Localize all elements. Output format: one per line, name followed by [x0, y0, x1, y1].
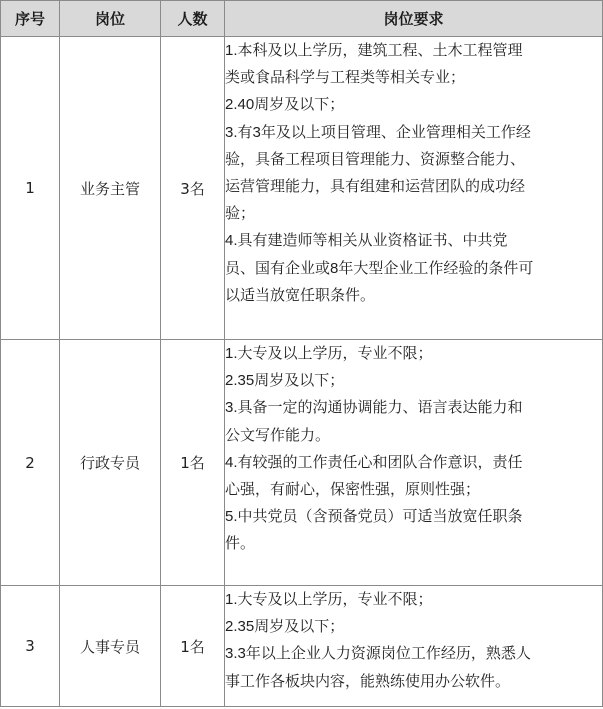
headcount: 1名 [161, 340, 225, 586]
requirement-line: 5.中共党员（含预备党员）可适当放宽任职条 [225, 508, 523, 526]
header-no: 序号 [1, 1, 60, 37]
requirement-line: 2.40周岁及以下； [225, 96, 345, 114]
table-row [1, 340, 603, 586]
requirement-line: 1.大专及以上学历，专业不限； [225, 345, 433, 362]
requirement-line: 件。 [225, 535, 256, 553]
row-number: 2 [1, 340, 60, 586]
requirement-line: 公文写作能力。 [225, 426, 331, 444]
requirement-line: 1.本科及以上学历，建筑工程、土木工程管理 [225, 42, 523, 59]
requirement-line: 员、国有企业或8年大型企业工作经验的条件可 [225, 259, 534, 277]
row-number: 1 [1, 37, 60, 340]
requirement-line: 1.大专及以上学历，专业不限； [225, 591, 433, 608]
requirement-line: 4.有较强的工作责任心和团队合作意识，责任 [225, 453, 523, 471]
position-name: 人事专员 [60, 586, 161, 707]
requirements-cell [225, 37, 603, 340]
requirement-line: 3.3年以上企业人力资源岗位工作经历，熟悉人 [225, 645, 531, 663]
row-number: 3 [1, 586, 60, 707]
requirement-line: 4.具有建造师等相关从业资格证书、中共党 [225, 232, 508, 250]
requirement-line: 2.35周岁及以下； [225, 372, 345, 390]
requirement-line: 3.具备一定的沟通协调能力、语言表达能力和 [225, 399, 523, 417]
headcount: 1名 [161, 586, 225, 707]
header-row [1, 1, 603, 37]
requirements-cell [225, 340, 603, 586]
requirement-line: 3.有3年及以上项目管理、企业管理相关工作经 [225, 123, 531, 141]
requirement-line: 以适当放宽任职条件。 [225, 286, 376, 304]
requirement-line: 运营管理能力，具有组建和运营团队的成功经 [225, 178, 526, 196]
requirement-line: 类或食品科学与工程类等相关专业； [225, 69, 466, 87]
requirement-line: 2.35周岁及以下； [225, 618, 345, 636]
table-row [1, 37, 603, 340]
header-requirements: 岗位要求 [225, 1, 603, 37]
requirements-cell [225, 586, 603, 707]
headcount: 3名 [161, 37, 225, 340]
requirement-line: 心强，有耐心，保密性强，原则性强； [225, 481, 481, 499]
position-name: 行政专员 [60, 340, 161, 586]
table-row [1, 586, 603, 707]
header-position: 岗位 [60, 1, 161, 37]
requirement-line: 验，具备工程项目管理能力、资源整合能力、 [225, 150, 526, 168]
requirement-line: 事工作各板块内容，能熟练使用办公软件。 [225, 672, 511, 690]
header-count: 人数 [161, 1, 225, 37]
requirement-line: 验； [225, 205, 256, 223]
position-name: 业务主管 [60, 37, 161, 340]
